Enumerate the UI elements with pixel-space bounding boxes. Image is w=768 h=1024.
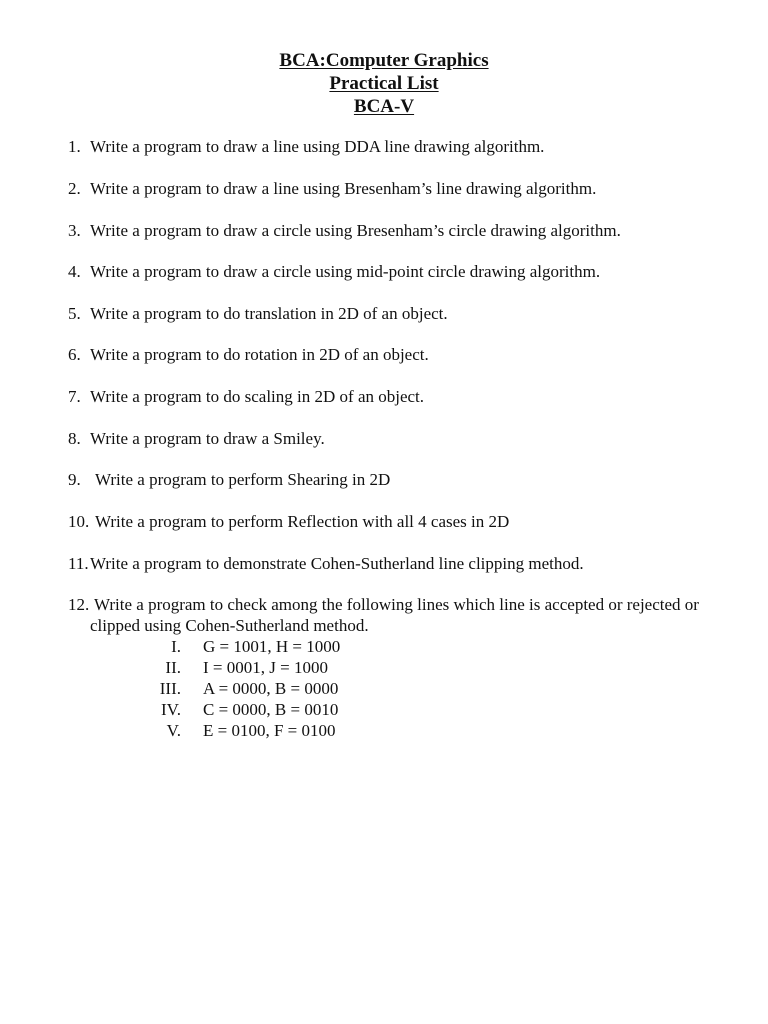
- header-class: BCA-V: [353, 96, 415, 117]
- document-page: BCA:Computer Graphics Practical List BCA-V 1. Write a program to draw a line using DDA line drawing algorithm. 2. Write a program to draw a line using Bresenham’s line drawing algorithm. 3. Write a program to draw a circle using Bresenham’s circle drawing algorithm. 4. Write a program to draw a circle using mid-point circle drawing algorithm. 5. Write a program to do translation in 2D of an object. 6. Write a program to do rotation in 2D of an object. 7. Write a program to do scaling in 2D of an object. 8. Write a program to draw a Smiley. 9. Write a program to perform Shearing in 2D 10. Write a program to perform Reflection with all 4 cases in 2D 11. Write a program to demonstrate Cohen-Sutherland line clipping method. 12. Write a program to check among the following lines which line is accepted or rejected or clipped using Cohen-Sutherland method. I. G = 1001, H = 1000 II. I = 0001, J = 1000 III. A = 0000, B = 0000 IV. C = 0000, B = 0010 V. E = 0100, F = 0100: [0, 0, 768, 1024]
- header-title: BCA:Computer Graphics: [279, 50, 489, 71]
- document-header: [0, 49, 768, 118]
- header-subtitle: Practical List: [329, 73, 439, 94]
